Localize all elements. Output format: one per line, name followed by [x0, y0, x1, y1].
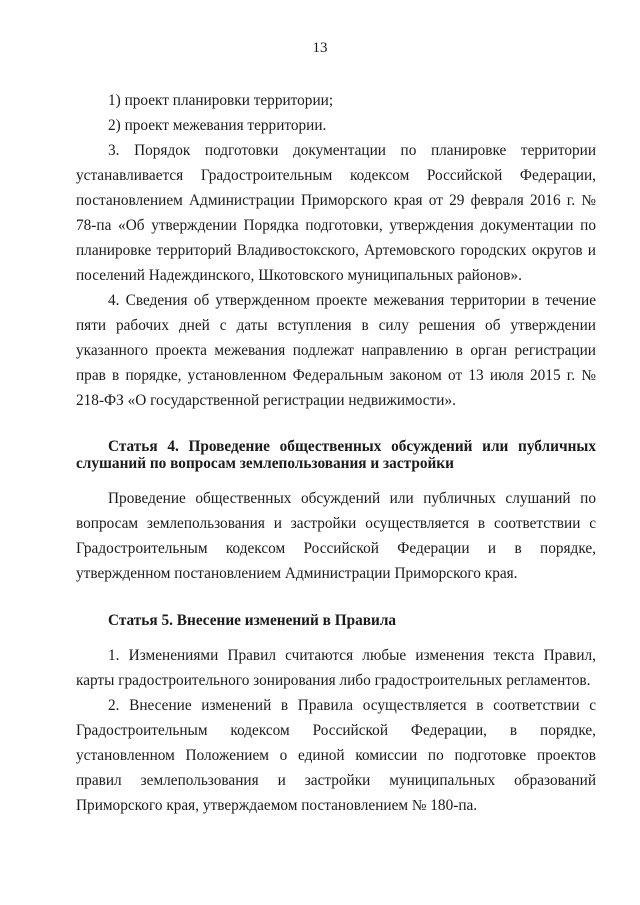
paragraph-registration-info: 4. Сведения об утвержденном проекте межевания территории в течение пяти рабочих дней с даты вступления в силу решения об утверждении указанного проекта межевания подлежат направлению в орган регистрации прав в порядке, установленном Федеральным законом от 13 июля 2015 г. № 218-ФЗ «О государственной регистрации недвижимости». — [76, 292, 596, 409]
article-5-paragraph-1: 1. Изменениями Правил считаются любые изменения текста Правил, карты градостроительного зонирования либо градостроительных регламентов. — [76, 647, 596, 689]
article-5-heading: Статья 5. Внесение изменений в Правила — [108, 612, 397, 629]
article-4-body: Проведение общественных обсуждений или публичных слушаний по вопросам землепользования и застройки осуществляется в соответствии с Градостроительным кодексом Российской Федерации и в порядке, утвержденном постановлением Администрации Приморского края. — [76, 490, 596, 582]
paragraph-preparation-procedure: 3. Порядок подготовки документации по планировке территории устанавливается Градостроительным кодексом Российской Федерации, постановлением Администрации Приморского края от 29 февраля 2016 г. № 78-па «Об утверждении Порядка подготовки, утверждения документации по планировке территорий Владивостокского, Артемовского городских округов и поселений Надеждинского, Шкотовского муниципальных районов». — [76, 142, 596, 284]
page-content — [76, 88, 596, 818]
list-item-planning-project: 1) проект планировки территории; — [108, 92, 334, 109]
page-number: 13 — [312, 40, 328, 56]
article-4-heading: Статья 4. Проведение общественных обсуждений или публичных слушаний по вопросам землепользования и застройки — [76, 438, 596, 472]
list-item-surveying-project: 2) проект межевания территории. — [108, 117, 327, 134]
article-5-paragraph-2: 2. Внесение изменений в Правила осуществляется в соответствии с Градостроительным кодексом Российской Федерации, в порядке, установленном Положением о единой комиссии по подготовке проектов правил землепользования и застройки муниципальных образований Приморского края, утверждаемом постановлением № 180-па. — [76, 697, 596, 814]
